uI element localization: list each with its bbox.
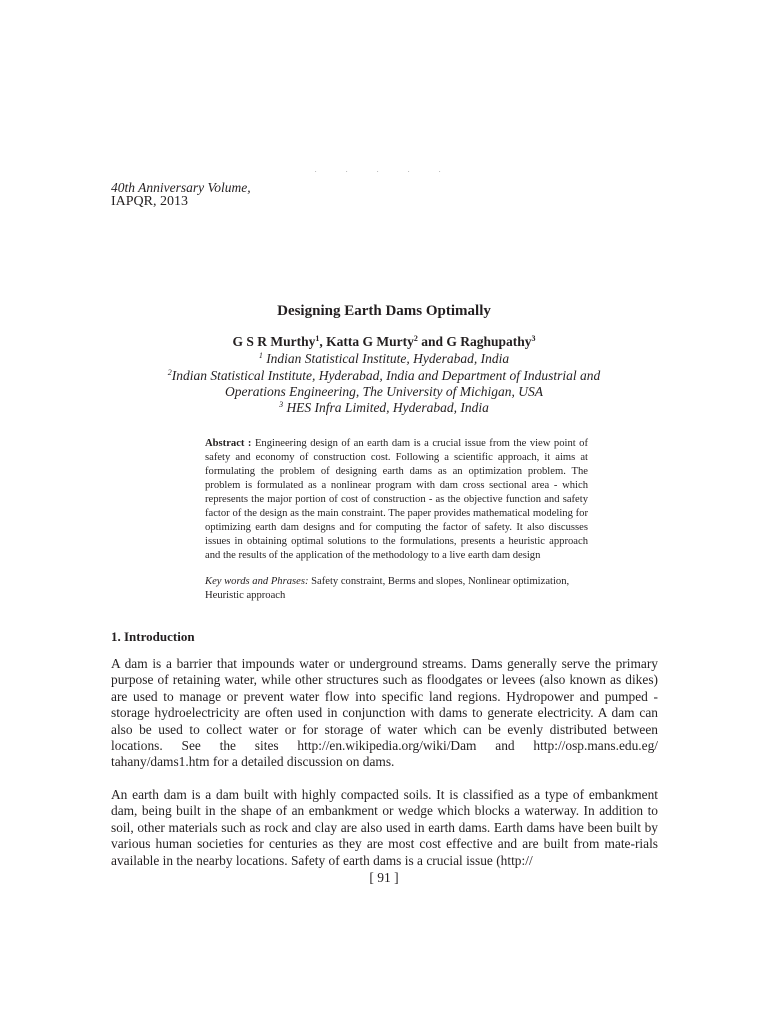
paragraph-1 [111, 656, 658, 771]
paragraph-2 [111, 787, 658, 869]
affiliation-sup: 3 [279, 400, 284, 409]
author-sup: 3 [531, 334, 536, 343]
abstract-label: Abstract : [205, 438, 252, 449]
affiliation-2-cont [100, 383, 668, 400]
affiliation-2 [100, 367, 668, 384]
abstract [205, 437, 588, 563]
keywords [205, 575, 588, 603]
author-sup: 1 [315, 334, 320, 343]
author-sup: 2 [413, 334, 418, 343]
paragraph-text: An earth dam is a dam built with highly compacted soils. It is classified as a type of embankment dam, being built in the shape of an embankment or wedge which blocks a waterway. In addition to soil, other materials such as rock and clay are also used in earth dams. Earth dams have been built by various human societies for centuries as they are most cost effective and are built from mate-rials available in the nearby locations. Safety of earth dams is a crucial issue (http:// [111, 787, 658, 868]
affiliation-sup: 1 [258, 351, 263, 360]
abstract-text: Engineering design of an earth dam is a crucial issue from the view point of safety and economy of construction cost. Following a scientific approach, it aims at formulating the problem of designing earth dams as an optimization problem. The problem is formulated as a nonlinear program with dam cross sectional area - which represents the major portion of cost of construction - as the objective function and safety factor of the design as the main constraint. The paper provides mathematical modeling for optimizing earth dam designs and for computing the factor of safety. It also discusses issues in obtaining optimal solutions to the formulations, presents a heuristic approach and the results of the application of the methodology to a live earth dam design [205, 438, 588, 561]
affiliation-text: Indian Statistical Institute, Hyderabad, India and Department of Industrial and [171, 368, 601, 383]
author-name: G Raghupathy [446, 334, 532, 349]
paper-title: Designing Earth Dams Optimally [277, 303, 491, 319]
paragraph-text: A dam is a barrier that impounds water or underground streams. Dams generally serve the primary purpose of retaining water, while other structures such as floodgates or levees (also known as dikes) are used to manage or prevent water flow into specific land regions. Hydropower and pumped - storage hydroelectricity are often used in conjunction with dams to generate electricity. A dam can also be used to collect water or for storage of water which can be evenly distributed between locations. See the sites http://en.wikipedia.org/wiki/Dam and http://osp.mans.edu.eg/ tahany/dams1.htm for a detailed discussion on dams. [111, 656, 658, 770]
author-name: Katta G Murty [326, 334, 414, 349]
affiliation-text: Indian Statistical Institute, Hyderabad, India [266, 351, 510, 366]
affiliation-1 [100, 350, 668, 367]
scan-artifact: . . . . . [315, 168, 455, 174]
page-number: [ 91 ] [369, 870, 399, 885]
affiliation-3 [100, 399, 668, 416]
keywords-label: Key words and Phrases: [205, 576, 309, 587]
author-sep: , [319, 334, 327, 349]
author-sep: and [417, 334, 447, 349]
keywords-text: Safety constraint, Berms and slopes, Nonlinear optimization, Heuristic approach [205, 576, 570, 601]
affiliation-sup: 2 [167, 368, 172, 377]
author-name: G S R Murthy [232, 334, 316, 349]
journal-line: IAPQR, 2013 [111, 194, 189, 209]
volume-line: 40th Anniversary Volume, [111, 180, 251, 195]
section-heading: 1. Introduction [111, 629, 195, 644]
affiliation-text: Operations Engineering, The University of Michigan, USA [225, 384, 543, 399]
author-line [0, 334, 768, 350]
affiliation-text: HES Infra Limited, Hyderabad, India [286, 400, 489, 415]
